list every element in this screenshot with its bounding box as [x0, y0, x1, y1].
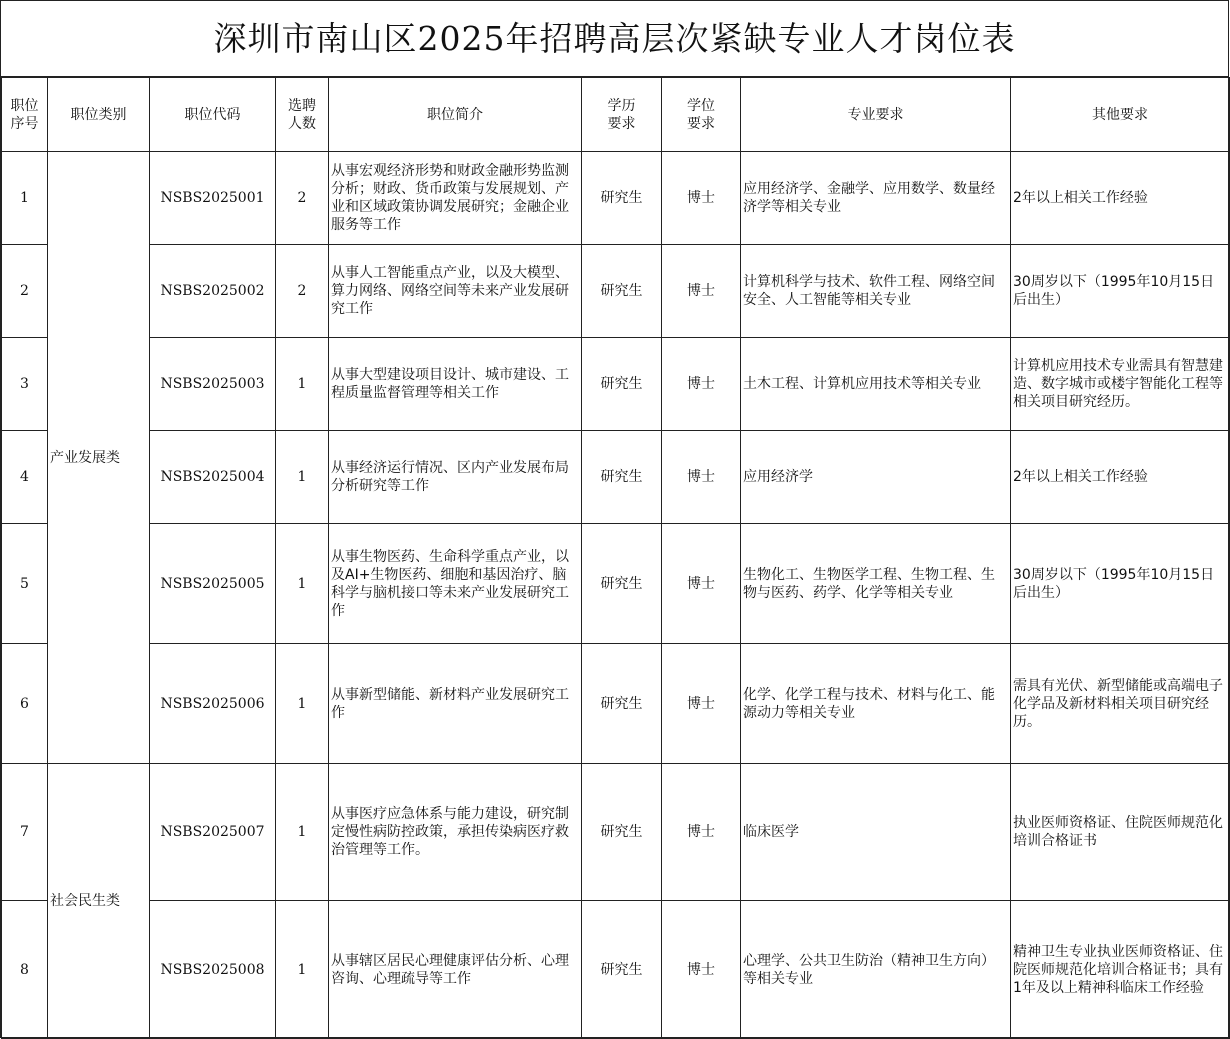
header-degree: 学位 要求 — [662, 78, 741, 152]
cell-count: 2 — [276, 152, 329, 245]
cell-category: 产业发展类 — [48, 152, 150, 764]
cell-other: 精神卫生专业执业医师资格证、住院医师规范化培训合格证书；具有1年及以上精神科临床工作经验 — [1011, 901, 1230, 1039]
cell-category: 社会民生类 — [48, 764, 150, 1039]
cell-seq: 3 — [2, 338, 48, 431]
cell-count: 2 — [276, 245, 329, 338]
cell-other: 30周岁以下（1995年10月15日后出生） — [1011, 245, 1230, 338]
cell-major: 应用经济学、金融学、应用数学、数量经济学等相关专业 — [741, 152, 1011, 245]
cell-education: 研究生 — [582, 152, 662, 245]
cell-other: 需具有光伏、新型储能或高端电子化学品及新材料相关项目研究经历。 — [1011, 644, 1230, 764]
cell-seq: 5 — [2, 524, 48, 644]
cell-code: NSBS2025007 — [150, 764, 276, 901]
cell-other: 计算机应用技术专业需具有智慧建造、数字城市或楼宇智能化工程等相关项目研究经历。 — [1011, 338, 1230, 431]
cell-education: 研究生 — [582, 245, 662, 338]
cell-major: 土木工程、计算机应用技术等相关专业 — [741, 338, 1011, 431]
header-major: 专业要求 — [741, 78, 1011, 152]
header-category: 职位类别 — [48, 78, 150, 152]
table-row — [2, 338, 1230, 431]
positions-table — [1, 77, 1230, 1039]
table-row — [2, 152, 1230, 245]
cell-major: 化学、化学工程与技术、材料与化工、能源动力等相关专业 — [741, 644, 1011, 764]
cell-other: 2年以上相关工作经验 — [1011, 431, 1230, 524]
cell-code: NSBS2025008 — [150, 901, 276, 1039]
cell-count: 1 — [276, 901, 329, 1039]
table-row — [2, 901, 1230, 1039]
header-code: 职位代码 — [150, 78, 276, 152]
cell-intro: 从事辖区居民心理健康评估分析、心理咨询、心理疏导等工作 — [329, 901, 582, 1039]
cell-seq: 6 — [2, 644, 48, 764]
table-row — [2, 431, 1230, 524]
cell-seq: 4 — [2, 431, 48, 524]
cell-intro: 从事人工智能重点产业，以及大模型、算力网络、网络空间等未来产业发展研究工作 — [329, 245, 582, 338]
header-intro: 职位简介 — [329, 78, 582, 152]
cell-count: 1 — [276, 338, 329, 431]
cell-degree: 博士 — [662, 245, 741, 338]
cell-education: 研究生 — [582, 431, 662, 524]
cell-other: 2年以上相关工作经验 — [1011, 152, 1230, 245]
table-row — [2, 245, 1230, 338]
cell-major: 临床医学 — [741, 764, 1011, 901]
page-title: 深圳市南山区2025年招聘高层次紧缺专业人才岗位表 — [1, 1, 1228, 77]
cell-intro: 从事医疗应急体系与能力建设，研究制定慢性病防控政策，承担传染病医疗救治管理等工作。 — [329, 764, 582, 901]
cell-education: 研究生 — [582, 764, 662, 901]
cell-degree: 博士 — [662, 338, 741, 431]
cell-seq: 7 — [2, 764, 48, 901]
cell-major: 应用经济学 — [741, 431, 1011, 524]
cell-degree: 博士 — [662, 764, 741, 901]
cell-seq: 1 — [2, 152, 48, 245]
cell-education: 研究生 — [582, 901, 662, 1039]
table-header-row — [2, 78, 1230, 152]
cell-code: NSBS2025004 — [150, 431, 276, 524]
cell-major: 计算机科学与技术、软件工程、网络空间安全、人工智能等相关专业 — [741, 245, 1011, 338]
cell-degree: 博士 — [662, 152, 741, 245]
cell-code: NSBS2025005 — [150, 524, 276, 644]
cell-count: 1 — [276, 644, 329, 764]
cell-intro: 从事大型建设项目设计、城市建设、工程质量监督管理等相关工作 — [329, 338, 582, 431]
cell-intro: 从事生物医药、生命科学重点产业，以及AI+生物医药、细胞和基因治疗、脑科学与脑机接口等未来产业发展研究工作 — [329, 524, 582, 644]
header-count: 选聘 人数 — [276, 78, 329, 152]
cell-code: NSBS2025002 — [150, 245, 276, 338]
cell-code: NSBS2025006 — [150, 644, 276, 764]
header-education: 学历 要求 — [582, 78, 662, 152]
cell-degree: 博士 — [662, 644, 741, 764]
table-row — [2, 644, 1230, 764]
cell-intro: 从事新型储能、新材料产业发展研究工作 — [329, 644, 582, 764]
header-seq: 职位 序号 — [2, 78, 48, 152]
cell-intro: 从事宏观经济形势和财政金融形势监测分析；财政、货币政策与发展规划、产业和区域政策协调发展研究；金融企业服务等工作 — [329, 152, 582, 245]
cell-code: NSBS2025001 — [150, 152, 276, 245]
cell-other: 执业医师资格证、住院医师规范化培训合格证书 — [1011, 764, 1230, 901]
cell-degree: 博士 — [662, 431, 741, 524]
cell-seq: 2 — [2, 245, 48, 338]
cell-major: 心理学、公共卫生防治（精神卫生方向）等相关专业 — [741, 901, 1011, 1039]
cell-major: 生物化工、生物医学工程、生物工程、生物与医药、药学、化学等相关专业 — [741, 524, 1011, 644]
cell-count: 1 — [276, 431, 329, 524]
cell-degree: 博士 — [662, 901, 741, 1039]
header-other: 其他要求 — [1011, 78, 1230, 152]
cell-intro: 从事经济运行情况、区内产业发展布局分析研究等工作 — [329, 431, 582, 524]
cell-degree: 博士 — [662, 524, 741, 644]
cell-code: NSBS2025003 — [150, 338, 276, 431]
cell-education: 研究生 — [582, 524, 662, 644]
cell-other: 30周岁以下（1995年10月15日后出生） — [1011, 524, 1230, 644]
cell-education: 研究生 — [582, 644, 662, 764]
cell-count: 1 — [276, 764, 329, 901]
cell-seq: 8 — [2, 901, 48, 1039]
cell-education: 研究生 — [582, 338, 662, 431]
table-row — [2, 524, 1230, 644]
cell-count: 1 — [276, 524, 329, 644]
table-row — [2, 764, 1230, 901]
